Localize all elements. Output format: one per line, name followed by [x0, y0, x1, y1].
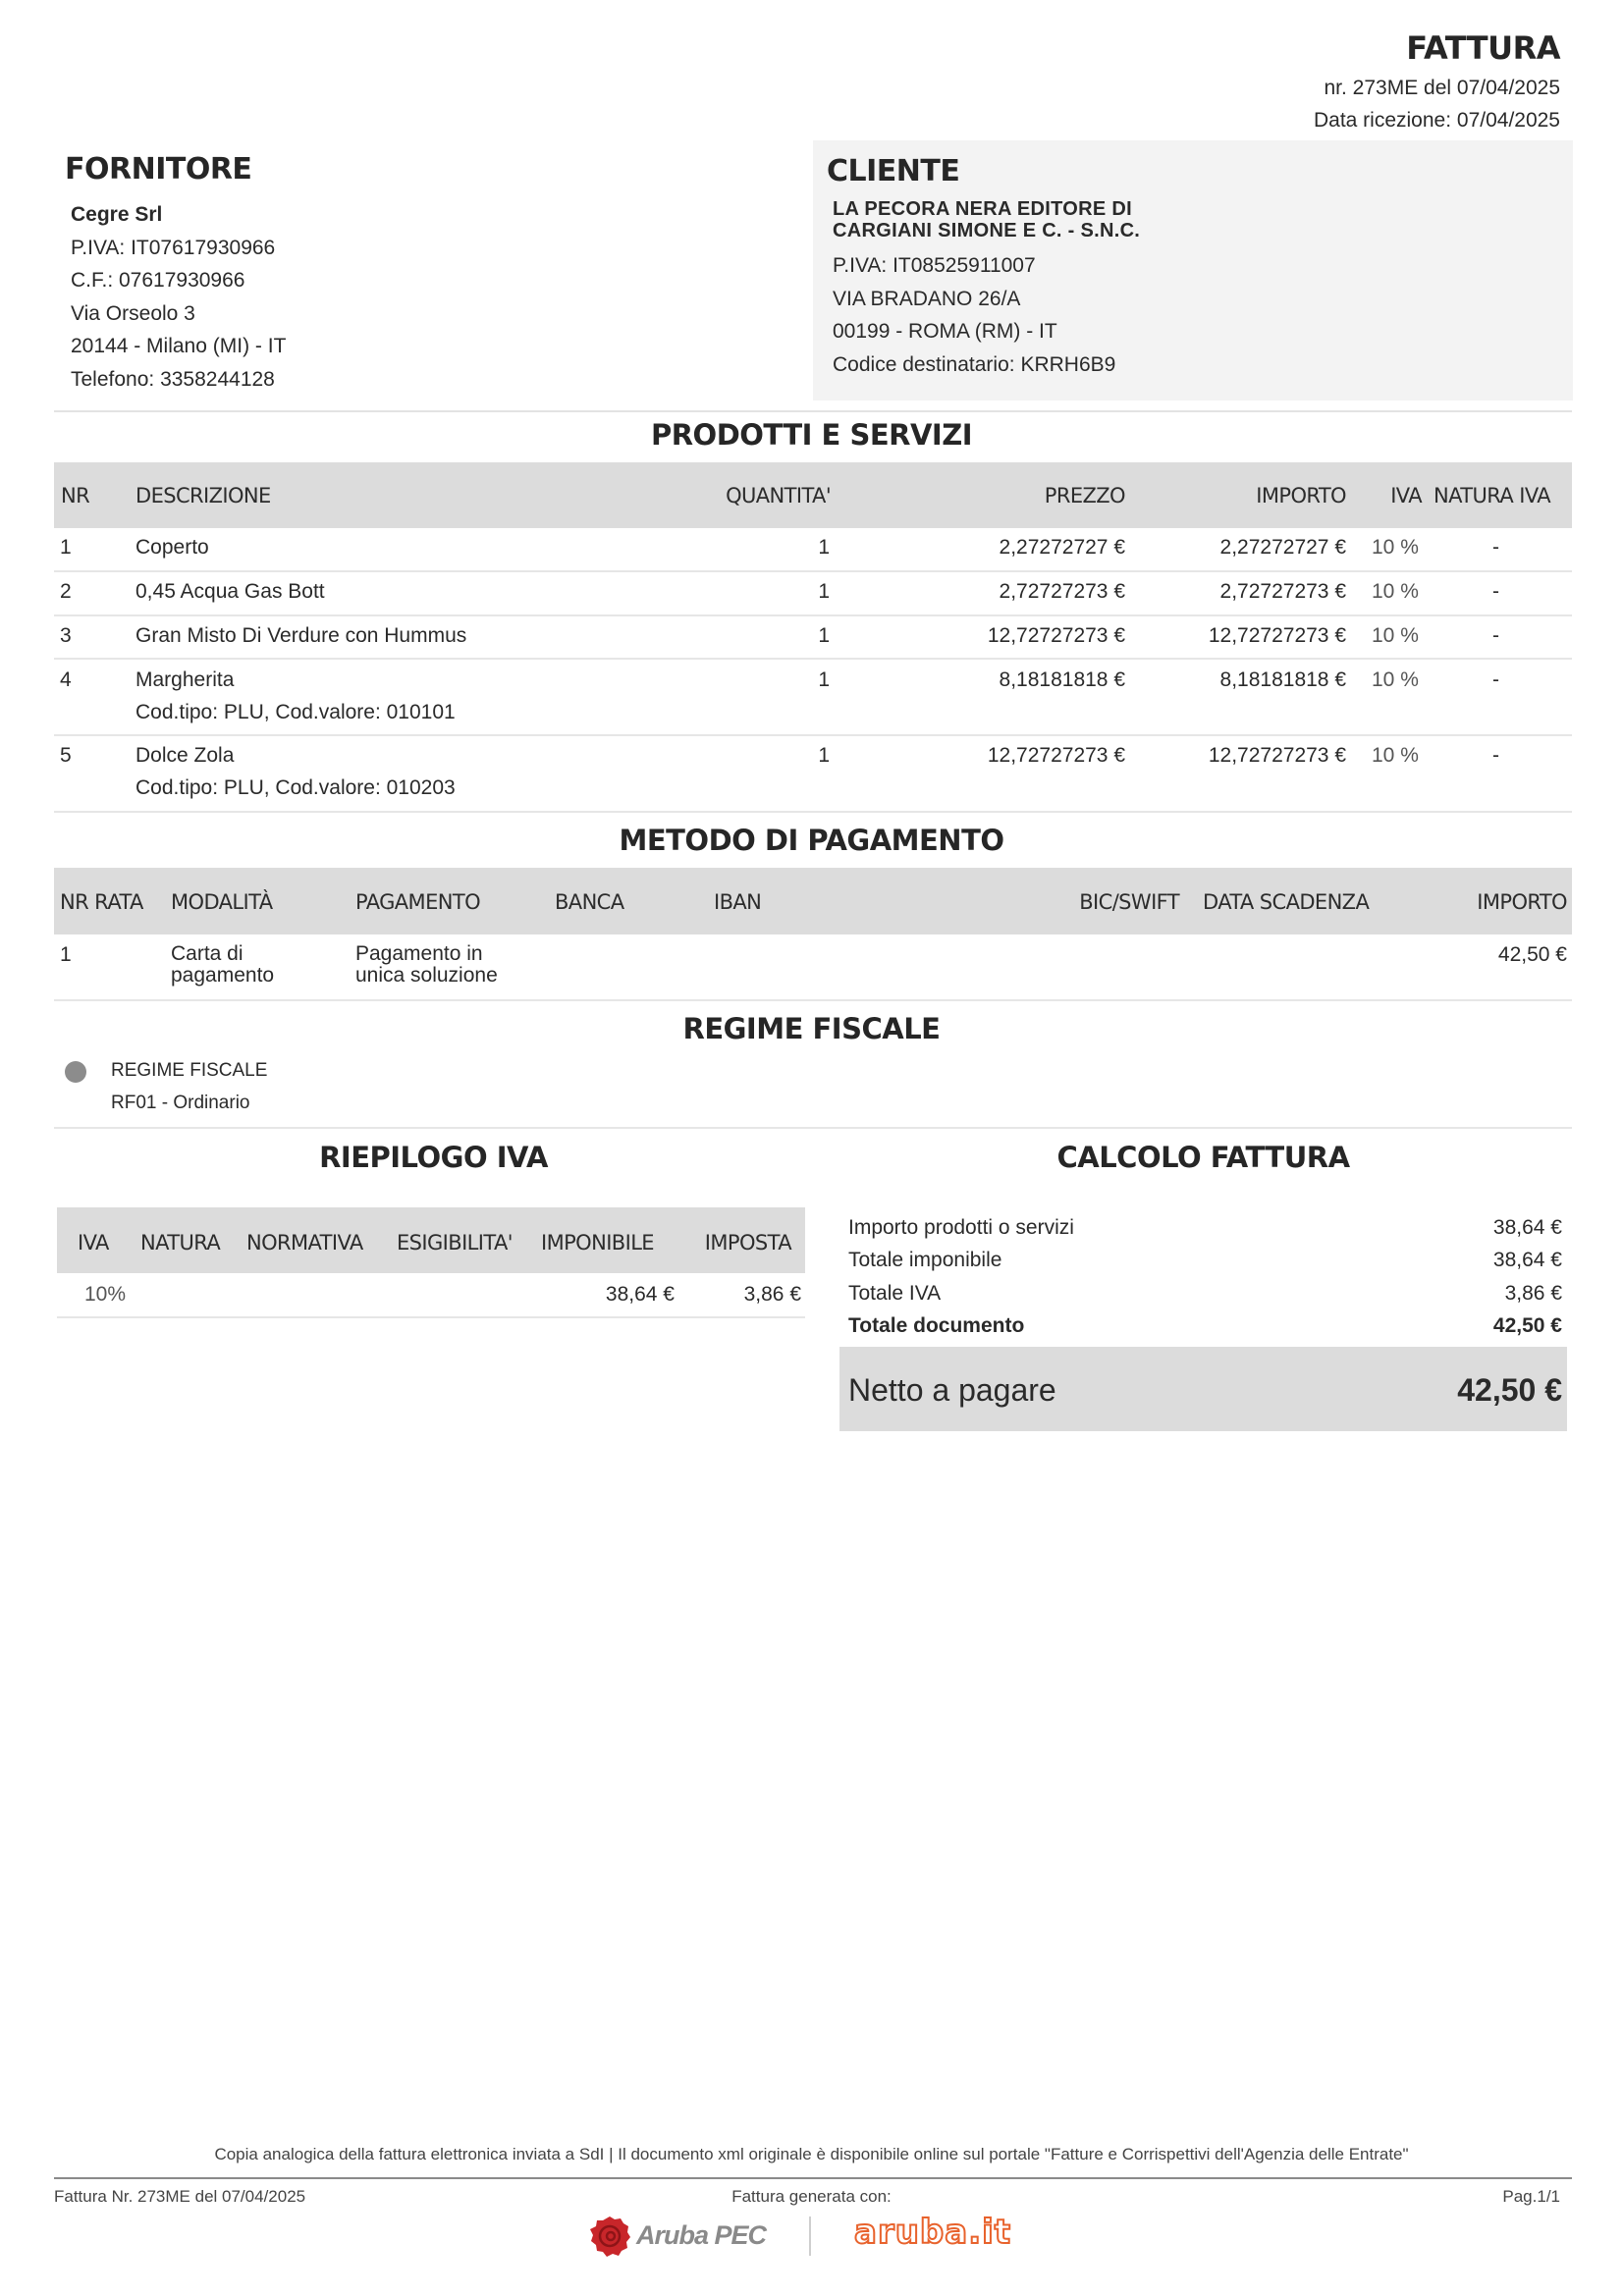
row-description: Dolce Zola — [135, 744, 235, 767]
regime-value: RF01 - Ordinario — [111, 1093, 250, 1113]
row-vat: 10 % — [1372, 580, 1419, 603]
calc-taxable-label: Totale imponibile — [848, 1249, 1002, 1271]
payment-mode-line-2: pagamento — [171, 964, 275, 987]
client-address: VIA BRADANO 26/A — [833, 287, 1021, 310]
payment-nr: 1 — [60, 943, 72, 966]
row-description: Coperto — [135, 536, 209, 559]
col-payment-amount: IMPORTO — [1477, 890, 1567, 914]
row-detail: Cod.tipo: PLU, Cod.valore: 010101 — [135, 701, 456, 723]
calc-vat-label: Totale IVA — [848, 1282, 942, 1305]
col-taxable: IMPONIBILE — [541, 1231, 654, 1255]
col-iban: IBAN — [714, 890, 762, 914]
footer-note: Copia analogica della fattura elettronica inviata a SdI | Il documento xml originale è disponibile online sul portale "Fatture e Corrispettivi dell'Agenzia delle Entrate" — [214, 2145, 1409, 2163]
row-amount: 2,72727273 € — [1219, 580, 1346, 603]
supplier-tax-code: C.F.: 07617930966 — [71, 269, 245, 292]
col-bic-swift: BIC/SWIFT — [1079, 890, 1179, 914]
row-vat: 10 % — [1372, 536, 1419, 559]
divider — [54, 410, 1572, 412]
row-price: 12,72727273 € — [987, 624, 1125, 647]
document-number: nr. 273ME del 07/04/2025 — [1324, 77, 1560, 99]
client-name-line-2: CARGIANI SIMONE E C. - S.N.C. — [833, 220, 1141, 241]
row-price: 12,72727273 € — [987, 744, 1125, 767]
client-name-line-1: LA PECORA NERA EDITORE DI — [833, 198, 1132, 220]
row-divider — [54, 614, 1572, 616]
net-to-pay-label: Netto a pagare — [848, 1372, 1056, 1408]
regime-label: REGIME FISCALE — [111, 1060, 268, 1081]
row-detail: Cod.tipo: PLU, Cod.valore: 010203 — [135, 776, 456, 799]
row-vat: 10 % — [1372, 624, 1419, 647]
row-vat: 10 % — [1372, 668, 1419, 691]
row-divider — [54, 999, 1572, 1001]
row-quantity: 1 — [818, 668, 830, 691]
client-heading: CLIENTE — [827, 154, 960, 188]
calc-total-value: 42,50 € — [1492, 1314, 1562, 1337]
col-nr: NR — [61, 484, 90, 507]
row-nr: 5 — [60, 744, 72, 767]
row-amount: 2,27272727 € — [1219, 536, 1346, 559]
net-to-pay-value: 42,50 € — [1457, 1372, 1562, 1408]
footer-logos — [585, 2209, 1012, 2264]
row-nr: 2 — [60, 580, 72, 603]
payment-type — [355, 943, 498, 987]
col-vat: IVA — [1390, 484, 1422, 507]
col-payment: PAGAMENTO — [355, 890, 481, 914]
row-amount: 12,72727273 € — [1208, 744, 1346, 767]
col-amount: IMPORTO — [1256, 484, 1346, 507]
document-title: FATTURA — [1406, 29, 1560, 67]
calc-products-value: 38,64 € — [1492, 1216, 1562, 1239]
footer-invoice-ref: Fattura Nr. 273ME del 07/04/2025 — [54, 2187, 306, 2206]
row-divider — [54, 1127, 1572, 1129]
row-quantity: 1 — [818, 624, 830, 647]
supplier-heading: FORNITORE — [65, 152, 252, 187]
calc-title: CALCOLO FATTURA — [1056, 1141, 1350, 1174]
row-nr: 1 — [60, 536, 72, 559]
row-description: Gran Misto Di Verdure con Hummus — [135, 624, 467, 647]
col-nature: NATURA — [140, 1231, 221, 1255]
row-price: 2,27272727 € — [999, 536, 1125, 559]
row-divider — [57, 1316, 805, 1318]
row-nr: 3 — [60, 624, 72, 647]
footer-divider — [54, 2177, 1572, 2179]
client-vat: P.IVA: IT08525911007 — [833, 254, 1036, 277]
supplier-name: Cegre Srl — [71, 203, 163, 226]
payment-type-line-1: Pagamento in — [355, 942, 483, 965]
col-price: PREZZO — [1044, 484, 1125, 507]
col-vat-nature: NATURA IVA — [1434, 484, 1551, 507]
supplier-vat: P.IVA: IT07617930966 — [71, 236, 276, 259]
col-vat-rate: IVA — [78, 1231, 109, 1255]
vat-taxable: 38,64 € — [605, 1283, 675, 1306]
calc-vat-value: 3,86 € — [1504, 1282, 1562, 1305]
aruba-pec-logo: Aruba PEC — [636, 2220, 767, 2250]
row-description: 0,45 Acqua Gas Bott — [135, 580, 325, 603]
products-title: PRODOTTI E SERVIZI — [650, 418, 973, 452]
col-normative: NORMATIVA — [246, 1231, 363, 1255]
col-eligibility: ESIGIBILITA' — [397, 1231, 513, 1255]
col-due-date: DATA SCADENZA — [1203, 890, 1370, 914]
vat-tax: 3,86 € — [743, 1283, 801, 1306]
payment-title: METODO DI PAGAMENTO — [619, 824, 1004, 857]
footer-generated-with: Fattura generata con: — [731, 2187, 892, 2206]
payment-type-line-2: unica soluzione — [355, 964, 498, 987]
row-vat-nature: - — [1492, 668, 1499, 691]
client-name — [827, 198, 1559, 241]
row-nr: 4 — [60, 668, 72, 691]
regime-title: REGIME FISCALE — [682, 1012, 941, 1045]
supplier-address: Via Orseolo 3 — [71, 301, 195, 325]
vat-rate: 10% — [84, 1283, 127, 1306]
col-installment-nr: NR RATA — [60, 890, 143, 914]
row-divider — [54, 658, 1572, 660]
supplier-phone: Telefono: 3358244128 — [71, 367, 275, 391]
payment-amount: 42,50 € — [1497, 943, 1567, 966]
calc-total-label: Totale documento — [848, 1314, 1025, 1337]
row-divider — [54, 811, 1572, 813]
supplier-section — [65, 152, 752, 396]
payment-mode — [171, 943, 274, 987]
row-amount: 12,72727273 € — [1208, 624, 1346, 647]
client-recipient-code: Codice destinatario: KRRH6B9 — [833, 352, 1116, 376]
row-divider — [54, 570, 1572, 572]
row-quantity: 1 — [818, 744, 830, 767]
supplier-city: 20144 - Milano (MI) - IT — [71, 335, 287, 357]
footer-page: Pag.1/1 — [1502, 2187, 1560, 2206]
payment-mode-line-1: Carta di — [171, 942, 243, 965]
row-price: 8,18181818 € — [999, 668, 1125, 691]
col-mode: MODALITÀ — [171, 890, 273, 914]
row-amount: 8,18181818 € — [1219, 668, 1346, 691]
col-description: DESCRIZIONE — [135, 484, 271, 507]
row-vat-nature: - — [1492, 536, 1499, 559]
col-quantity: QUANTITA' — [726, 484, 831, 507]
client-section — [813, 140, 1573, 400]
received-date: Data ricezione: 07/04/2025 — [1313, 109, 1560, 132]
bullet-icon — [65, 1061, 86, 1083]
row-divider — [54, 734, 1572, 736]
row-quantity: 1 — [818, 580, 830, 603]
logo-separator — [809, 2216, 811, 2256]
vat-summary-title: RIEPILOGO IVA — [319, 1141, 548, 1174]
row-vat-nature: - — [1492, 624, 1499, 647]
row-vat-nature: - — [1492, 580, 1499, 603]
col-bank: BANCA — [555, 890, 624, 914]
row-description: Margherita — [135, 668, 235, 691]
col-tax: IMPOSTA — [704, 1231, 791, 1255]
row-vat-nature: - — [1492, 744, 1499, 767]
calc-taxable-value: 38,64 € — [1492, 1249, 1562, 1271]
row-price: 2,72727273 € — [999, 580, 1125, 603]
row-quantity: 1 — [818, 536, 830, 559]
aruba-pec-seal-icon — [588, 2215, 631, 2258]
aruba-it-logo: aruba.it — [854, 2213, 1012, 2252]
row-vat: 10 % — [1372, 744, 1419, 767]
client-city: 00199 - ROMA (RM) - IT — [833, 320, 1057, 343]
calc-products-label: Importo prodotti o servizi — [848, 1216, 1074, 1239]
